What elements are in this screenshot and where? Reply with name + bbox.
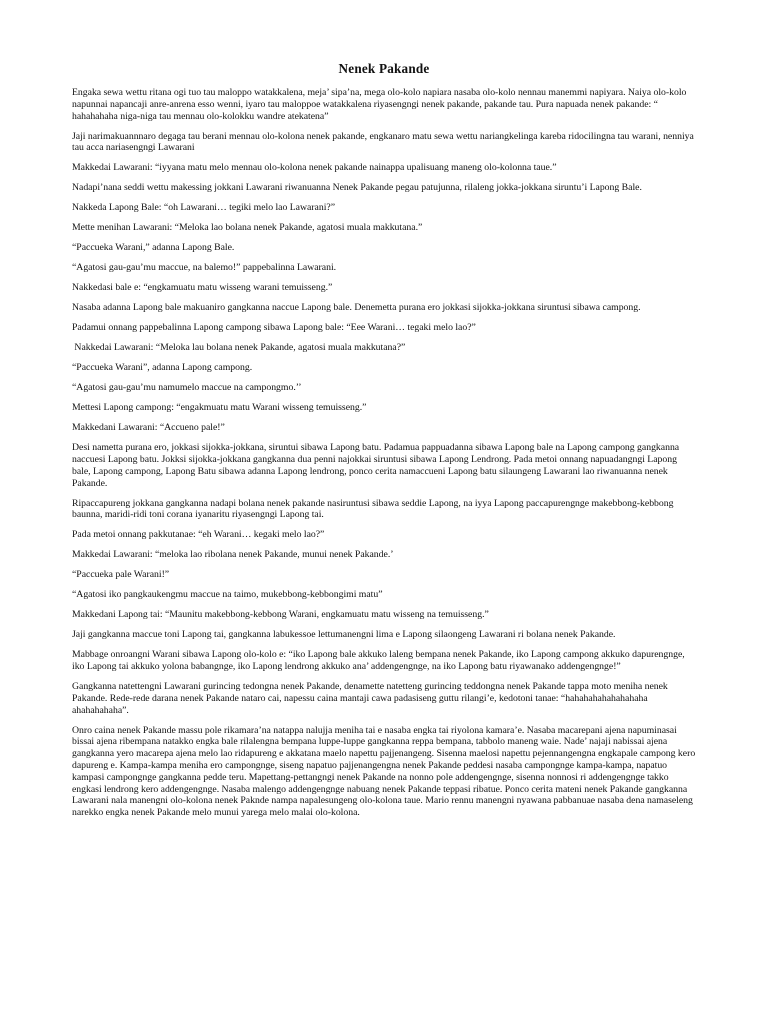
paragraph-1: Engaka sewa wettu ritana ogi tuo tau maloppo watakkalena, meja’ sipa’na, mega olo-kolo napiara nasaba olo-kolo nennau manemmi napiyara. Naiya olo-kolo napunnai napancaji anre-anrena esso wenni, iyaro tau maloppoe watakkalena riyasengngi nenek pakande, pakande tau. Pura napuada nenek pakande: “ hahahahaha niga-niga tau mennau olo-kolokku wandre atekatena” (72, 87, 687, 122)
paragraph-8: “Agatosi gau-gau’mu maccue, na balemo!” pappebalinna Lawarani. (72, 262, 337, 274)
paragraph-9: Nakkedasi bale e: “engkamuatu matu wisseng warani temuisseng.” (72, 282, 333, 294)
paragraph-17: Desi nametta purana ero, jokkasi sijokka-jokkana, siruntui sibawa Lapong batu. Padamua pappuadanna sibawa Lapong bale na Lapong campong gangkanna naccuesi Lapong batu. Jokksi sijokka-jokkana gangkanna dua penni najokkai siruntusi sibawa Lapong Lendrong. Pada metoi onnang napuadangngi Lapong bale, Lapong campong, Lapong Batu sibawa adanna Lapong lendrong, ponco cerita namaccueni Lapong batu silaungeng Lawarani lao riwanuanna nenek Pakande. (72, 442, 680, 489)
document-title: Nenek Pakande (338, 61, 430, 76)
paragraph-23: Makkedani Lapong tai: “Maunitu makebbong-kebbong Warani, engkamuatu matu wisseng na temuisseng.” (72, 609, 489, 621)
paragraph-4: Nadapi’nana seddi wettu makessing jokkani Lawarani riwanuanna Nenek Pakande pegau patujunna, rilaleng jokka-jokkana siruntu’i Lapong Bale. (72, 182, 642, 194)
paragraph-10: Nasaba adanna Lapong bale makuaniro gangkanna naccue Lapong bale. Denemetta purana ero jokkasi sijokka-jokkana siruntusi sibawa campong. (72, 302, 641, 314)
paragraph-26: Gangkanna natettengni Lawarani gurincing tedongna nenek Pakande, denamette natetteng gurincing teddongna nenek Pakande tappa moto meniha nenek Pakande. Rede-rede darana nenek Pakande nataro cai, napessu caina mantaji cawa padasiseng guttu rilangi’e, kedotoni tanae: “hahahahahahahahaha ahahahahaha”. (72, 680, 668, 716)
paragraph-24: Jaji gangkanna maccue toni Lapong tai, gangkanna labukessoe lettumanengni lima e Lapong silaongeng Lawarani ri bolana nenek Pakande. (72, 629, 616, 641)
paragraph-13: “Paccueka Warani”, adanna Lapong campong. (72, 362, 253, 374)
paragraph-14: “Agatosi gau-gau’mu namumelo maccue na campongmo.’’ (72, 382, 302, 394)
paragraph-27: Onro caina nenek Pakande massu pole rikamara’na natappa nalujja meniha tai e nasaba engka tai riyolona kamara’e. Nasaba macarepani ajena napuminasai bissai ajena ribempana natakko engka bale rilalengna bempana luppe-luppe gangkanna reppa bempana, tabbolo maneng waie. Nade’ najaji nabissai ajena gangkanna yero macarepa ajena melo lao ridapureng e akkatana maelo napettu pajjenangeng. Sisenna maelosi napettu pejennangengna engkapale campong kero dapureng e. Kampa-kampa meniha ero campongnge, siseng napatuo pajjenangengna nenek Pakande peddesi nasaba campongnge kampa-kampa, napatuo kampasi campongnge gangkanna pedde teru. Mapettang-pettangngi nenek Pakande na nonno pole addengengnge, sisenna nonnosi ri addengengnge takko engkasi lendrong kero addengengnge. Nasaba malengo addengengnge nabuang nenek Pakande teppasi ribatue. Ponco cerita mateni nenek Pakande gangkanna Lawarani nala manengni olo-kolona nenek Paknde nampa napalesungeng olo-kolona taue. Mario rennu manengni nyawana pabbanuae nasaba dena namaseleng narekko engka nenek Pakande melo munui yarega melo malai olo-kolona. (72, 724, 696, 819)
document-body (72, 60, 696, 827)
paragraph-15: Mettesi Lapong campong: “engakmuatu matu Warani wisseng temuisseng.” (72, 402, 367, 414)
paragraph-19: Pada metoi onnang pakkutanae: “eh Warani… kegaki melo lao?” (72, 529, 325, 541)
paragraph-16: Makkedani Lawarani: “Accueno pale!” (72, 422, 225, 434)
paragraph-25: Mabbage onroangni Warani sibawa Lapong olo-kolo e: “iko Lapong bale akkuko laleng bempana nenek Pakande, iko Lapong campong akkuko dapurengnge, iko Lapong tai akkuko yolona babangnge, iko Lapong lendrong akkuko ana’ addengengnge, na iko Lapong batu riyawanako addengengnge!” (72, 649, 685, 672)
paragraph-22: “Agatosi iko pangkaukengmu maccue na taimo, mukebbong-kebbongimi matu” (72, 589, 383, 601)
paragraph-6: Mette menihan Lawarani: “Meloka lao bolana nenek Pakande, agatosi muala makkutana.” (72, 222, 423, 234)
paragraph-11: Padamui onnang pappebalinna Lapong campong sibawa Lapong bale: “Eee Warani… tegaki melo lao?” (72, 322, 476, 334)
paragraph-21: “Paccueka pale Warani!” (72, 569, 170, 581)
paragraph-2: Jaji narimakuannnaro degaga tau berani mennau olo-kolona nenek pakande, engkanaro matu sewa wettu nariangkelinga kareba ridocilingna tau warani, nenniya tau acca nariasengngi Lawarani (72, 130, 694, 154)
paragraph-18: Ripaccapureng jokkana gangkanna nadapi bolana nenek pakande nasiruntusi sibawa seddie Lapong, na iyya Lapong paccapurengnge makebbong-kebbong baunna, maridi-ridi toni corana iyanaritu riyasengngi Lapong tai. (72, 497, 674, 521)
paragraph-12: Nakkedai Lawarani: “Meloka lau bolana nenek Pakande, agatosi muala makkutana?” (72, 342, 406, 354)
paragraph-20: Makkedai Lawarani: “meloka lao ribolana nenek Pakande, munui nenek Pakande.’ (72, 549, 394, 561)
paragraph-3: Makkedai Lawarani: “iyyana matu melo mennau olo-kolona nenek pakande nainappa upalisuang maneng olo-kolonna taue.” (72, 162, 557, 174)
paragraph-7: “Paccueka Warani,” adanna Lapong Bale. (72, 242, 235, 254)
paragraph-5: Nakkeda Lapong Bale: “oh Lawarani… tegiki melo lao Lawarani?” (72, 202, 336, 214)
